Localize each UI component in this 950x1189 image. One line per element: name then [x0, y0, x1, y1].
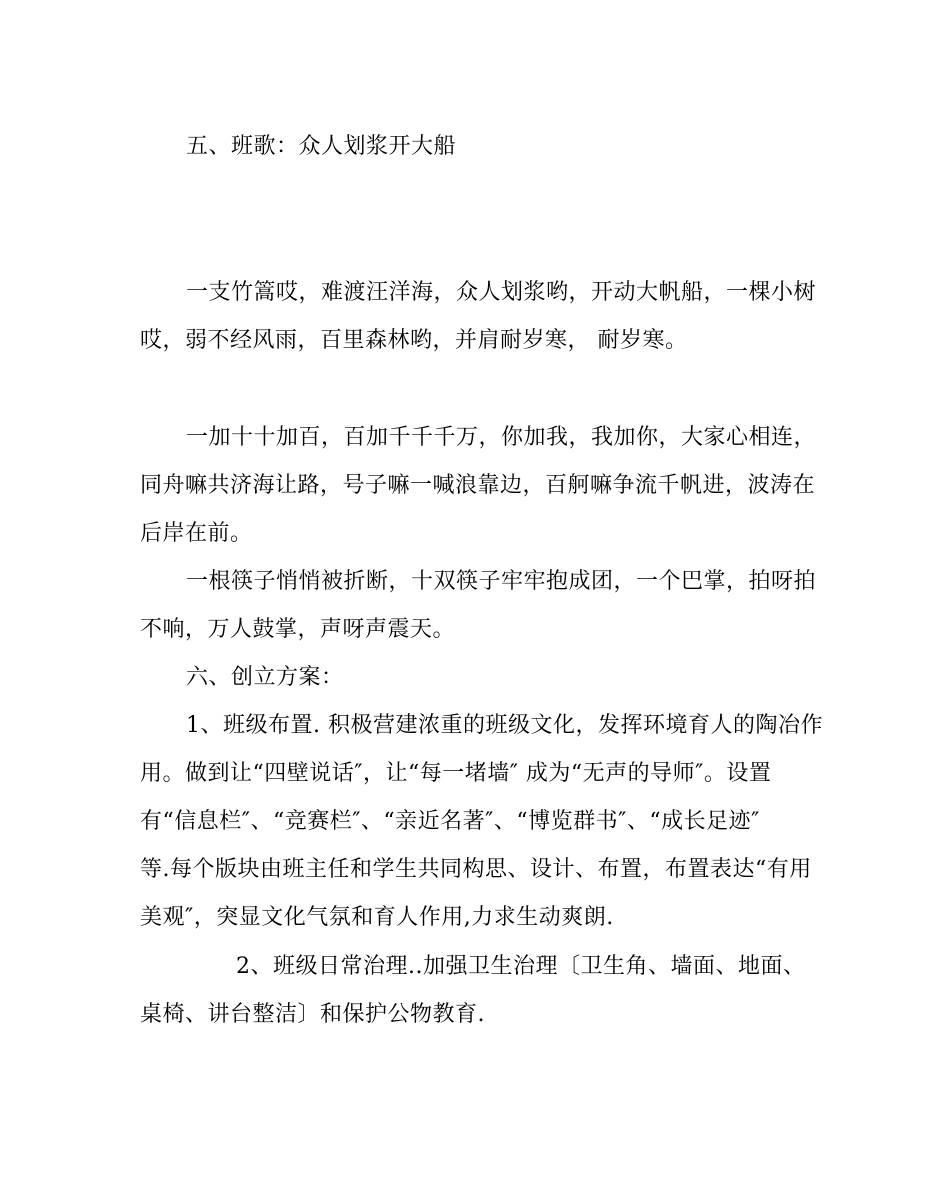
- plan-item1-line2: 用。做到让“四壁说话″，让“每一堵墙″ 成为“无声的导师″。设置: [140, 761, 772, 786]
- plan-item1-line1: 1、班级布置. 积极营建浓重的班级文化，发挥环境育人的陶冶作: [186, 713, 823, 738]
- verse2-line1: 一加十十加百，百加千千千万，你加我，我加你，大家心相连，: [186, 425, 817, 450]
- verse3-line2: 不响，万人鼓掌，声呀声震天。: [140, 617, 456, 642]
- plan-item2-line1: 2、班级日常治理..加强卫生治理〔卫生角、墙面、地面、: [236, 954, 806, 979]
- plan-item2-line2: 桌椅、讲台整洁〕和保护公物教育.: [140, 1002, 485, 1027]
- verse3-line1: 一根筷子悄悄被折断，十双筷子牢牢抱成团，一个巴掌，拍呀拍: [186, 569, 817, 594]
- plan-item1-line3: 有“信息栏″、“竞赛栏″、“亲近名著″、“博览群书″、“成长足迹″: [140, 809, 760, 834]
- plan-item1-line5: 美观″，突显文化气氛和育人作用,力求生动爽朗.: [140, 905, 614, 930]
- song-heading: 五、班歌：众人划浆开大船: [186, 134, 457, 159]
- verse2-line2: 同舟嘛共济海让路，号子嘛一喊浪靠边，百舸嘛争流千帆进，波涛在: [140, 473, 816, 498]
- plan-item1-line4: 等.每个版块由班主任和学生共同构思、设计、布置，布置表达“有用: [140, 857, 812, 882]
- verse1-line1: 一支竹篙哎，难渡汪洋海，众人划浆哟，开动大帆船，一棵小树: [186, 280, 817, 305]
- verse1-line2: 哎，弱不经风雨，百里森林哟，并肩耐岁寒， 耐岁寒。: [140, 328, 688, 353]
- plan-heading: 六、创立方案：: [186, 665, 344, 690]
- verse2-line3: 后岸在前。: [140, 521, 253, 546]
